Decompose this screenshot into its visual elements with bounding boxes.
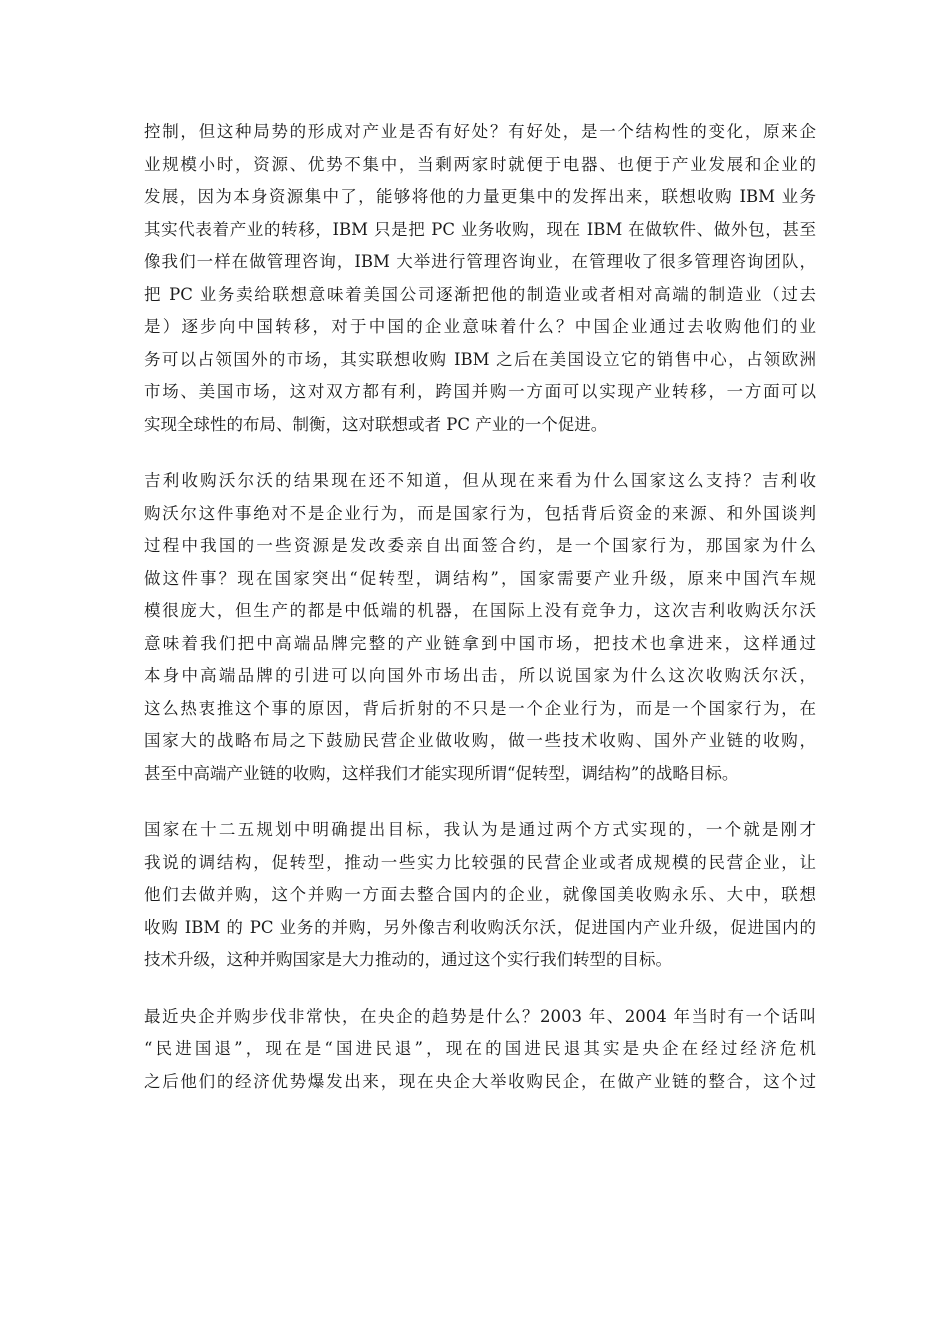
text-line: 市场、美国市场，这对双方都有利，跨国并购一方面可以实现产业转移，一方面可以: [144, 382, 816, 401]
text-line: 他们去做并购，这个并购一方面去整合国内的企业，就像国美收购永乐、大中，联想: [144, 885, 816, 904]
text-line: 最近央企并购步伐非常快，在央企的趋势是什么？2003 年、2004 年当时有一个话叫: [144, 1006, 816, 1026]
text-line: 务可以占领国外的市场，其实联想收购 IBM 之后在美国设立它的销售中心，占领欧洲: [144, 349, 816, 369]
text-line: 其实代表着产业的转移，IBM 只是把 PC 业务收购，现在 IBM 在做软件、做外包，甚至: [144, 219, 816, 239]
text-line: 本身中高端品牌的引进可以向国外市场出击，所以说国家为什么这次收购沃尔沃，: [144, 666, 816, 685]
paragraph-lenovo-ibm: [144, 116, 816, 441]
text-line: 购沃尔这件事绝对不是企业行为，而是国家行为，包括背后资金的来源、和外国谈判: [144, 503, 816, 523]
text-line: 把 PC 业务卖给联想意味着美国公司逐渐把他的制造业或者相对高端的制造业（过去: [144, 284, 816, 304]
text-line: “民进国退”，现在是“国进民退”，现在的国进民退其实是央企在经过经济危机: [144, 1039, 816, 1058]
text-line: 做这件事？现在国家突出“促转型，调结构”，国家需要产业升级，原来中国汽车规: [144, 568, 816, 588]
text-line: 业规模小时，资源、优势不集中，当剩两家时就便于电器、也便于产业发展和企业的: [144, 154, 816, 174]
text-line: 国家在十二五规划中明确提出目标，我认为是通过两个方式实现的，一个就是刚才: [144, 820, 816, 839]
text-line: 像我们一样在做管理咨询，IBM 大举进行管理咨询业，在管理收了很多管理咨询团队，: [144, 252, 816, 271]
text-line: 这么热衷推这个事的原因，背后折射的不只是一个企业行为，而是一个国家行为，在: [144, 698, 816, 718]
paragraph-twelfth-five-year-plan: [144, 814, 816, 977]
text-line: 收购 IBM 的 PC 业务的并购，另外像吉利收购沃尔沃，促进国内产业升级，促进国内的: [144, 917, 816, 937]
text-line: 实现全球性的布局、制衡，这对联想或者 PC 产业的一个促进。: [144, 414, 608, 434]
paragraph-geely-volvo: [144, 465, 816, 790]
text-line: 是）逐步向中国转移，对于中国的企业意味着什么？中国企业通过去收购他们的业: [144, 317, 816, 336]
text-line: 控制，但这种局势的形成对产业是否有好处？有好处，是一个结构性的变化，原来企: [144, 122, 816, 141]
text-line: 发展，因为本身资源集中了，能够将他的力量更集中的发挥出来，联想收购 IBM 业务: [144, 187, 816, 206]
document-page: [144, 116, 816, 1122]
text-line: 甚至中高端产业链的收购，这样我们才能实现所谓“促转型，调结构”的战略目标。: [144, 763, 739, 783]
text-line: 技术升级，这种并购国家是大力推动的，通过这个实行我们转型的目标。: [144, 950, 672, 969]
text-line: 我说的调结构，促转型，推动一些实力比较强的民营企业或者成规模的民营企业，让: [144, 852, 816, 872]
text-line: 吉利收购沃尔沃的结果现在还不知道，但从现在来看为什么国家这么支持？吉利收: [144, 471, 816, 490]
paragraph-soe-mergers: [144, 1001, 816, 1099]
text-line: 过程中我国的一些资源是发改委亲自出面签合约，是一个国家行为，那国家为什么: [144, 536, 816, 555]
text-line: 之后他们的经济优势爆发出来，现在央企大举收购民企，在做产业链的整合，这个过: [144, 1071, 816, 1091]
text-line: 模很庞大，但生产的都是中低端的机器，在国际上没有竞争力，这次吉利收购沃尔沃: [144, 601, 816, 620]
text-line: 意味着我们把中高端品牌完整的产业链拿到中国市场，把技术也拿进来，这样通过: [144, 633, 816, 653]
text-line: 国家大的战略布局之下鼓励民营企业做收购，做一些技术收购、国外产业链的收购，: [144, 731, 816, 750]
